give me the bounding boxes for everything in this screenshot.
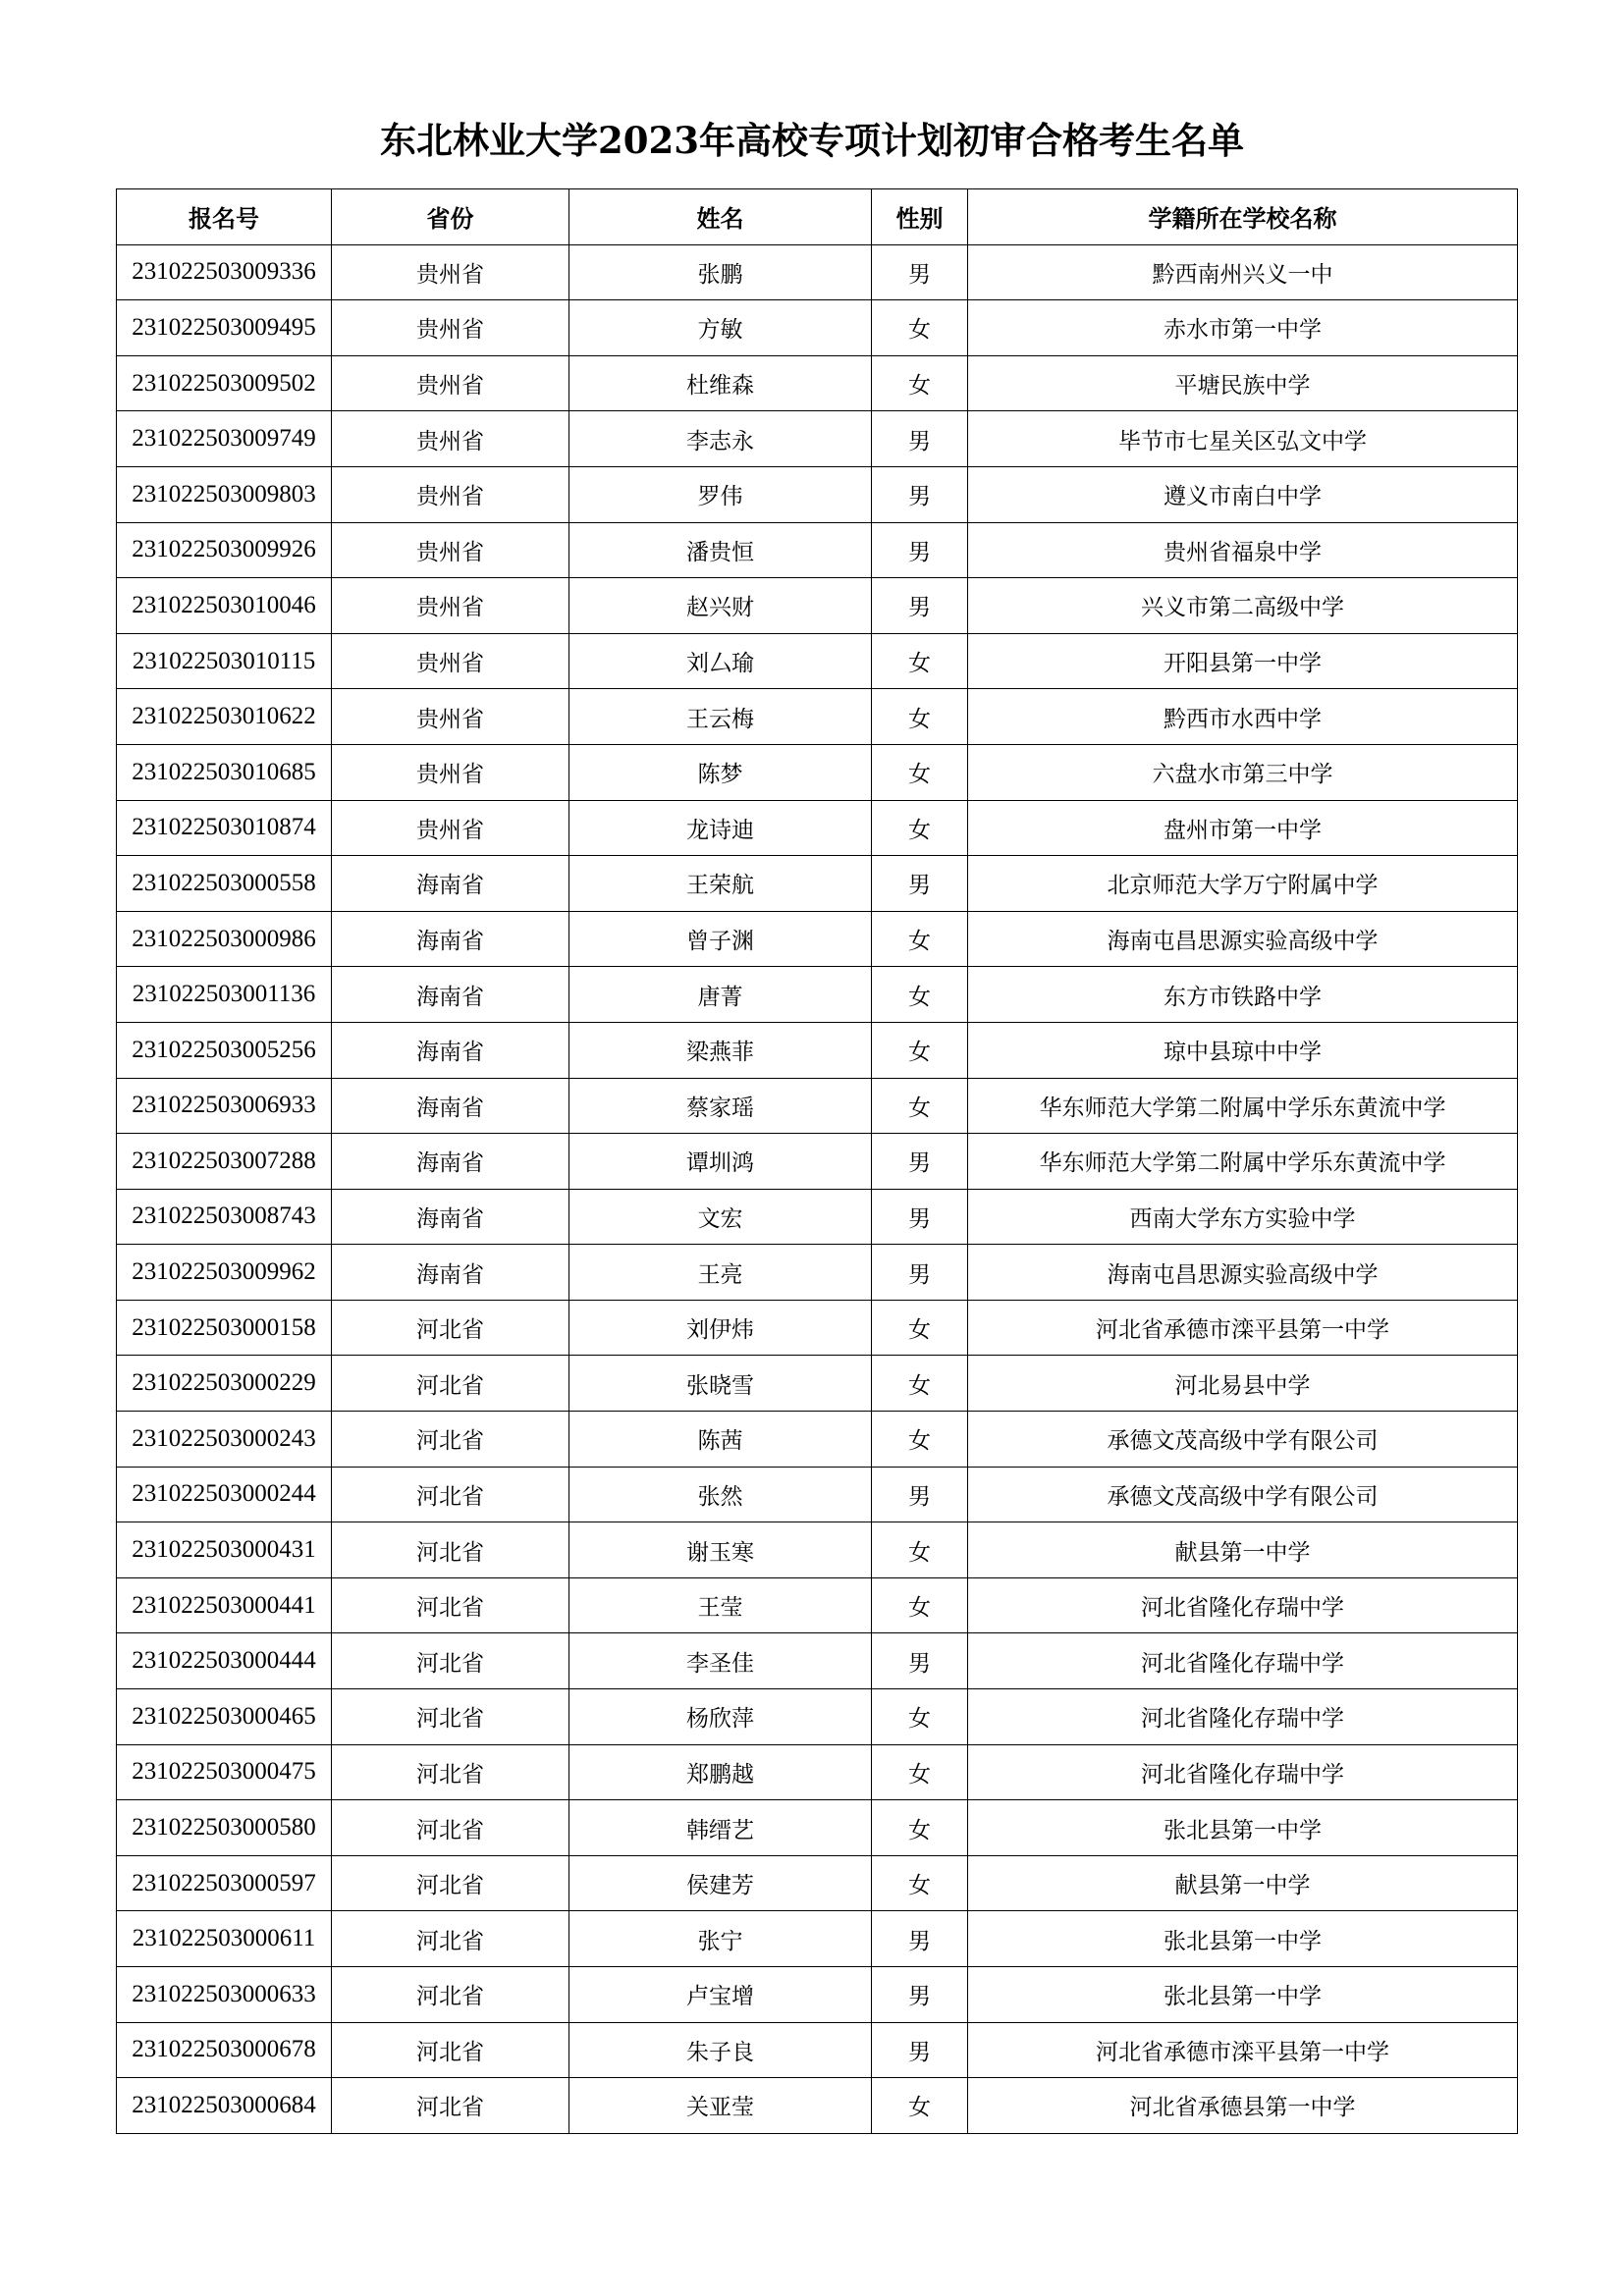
registration-number-cell: 231022503000611 [117,1911,332,1967]
registration-number-cell: 231022503000431 [117,1522,332,1578]
gender-cell: 女 [872,1522,968,1578]
registration-number-cell: 231022503009926 [117,522,332,578]
province-cell: 河北省 [332,1911,569,1967]
table-header-row [117,189,1518,245]
registration-number-cell: 231022503000684 [117,2078,332,2134]
name-cell: 杨欣萍 [569,1689,872,1745]
name-cell: 罗伟 [569,466,872,522]
gender-cell: 女 [872,1412,968,1468]
table-row [117,689,1518,745]
gender-cell: 男 [872,466,968,522]
registration-number-cell: 231022503000633 [117,1967,332,2023]
name-cell: 曾子渊 [569,911,872,967]
school-cell: 西南大学东方实验中学 [968,1189,1518,1245]
table-row [117,1855,1518,1911]
gender-cell: 男 [872,1911,968,1967]
table-body [117,244,1518,2133]
table-row [117,2078,1518,2134]
name-cell: 张鹏 [569,244,872,300]
gender-cell: 女 [872,689,968,745]
gender-cell: 男 [872,1189,968,1245]
name-cell: 王莹 [569,1577,872,1633]
name-cell: 刘伊炜 [569,1300,872,1356]
school-cell: 贵州省福泉中学 [968,522,1518,578]
name-cell: 龙诗迪 [569,800,872,856]
province-cell: 河北省 [332,2022,569,2078]
province-cell: 贵州省 [332,689,569,745]
name-cell: 文宏 [569,1189,872,1245]
province-cell: 河北省 [332,1967,569,2023]
gender-cell: 女 [872,300,968,356]
province-cell: 贵州省 [332,578,569,634]
table-row [117,244,1518,300]
province-cell: 海南省 [332,1245,569,1301]
table-row [117,1744,1518,1800]
table-row [117,522,1518,578]
school-cell: 海南屯昌思源实验高级中学 [968,911,1518,967]
province-cell: 河北省 [332,1633,569,1689]
gender-cell: 女 [872,967,968,1023]
registration-number-cell: 231022503010622 [117,689,332,745]
registration-number-cell: 231022503000580 [117,1800,332,1856]
table-row [117,1189,1518,1245]
name-cell: 李志永 [569,411,872,467]
gender-cell: 男 [872,1633,968,1689]
province-cell: 河北省 [332,1689,569,1745]
province-cell: 河北省 [332,1855,569,1911]
table-row [117,578,1518,634]
province-cell: 海南省 [332,856,569,912]
school-cell: 承德文茂高级中学有限公司 [968,1412,1518,1468]
school-cell: 北京师范大学万宁附属中学 [968,856,1518,912]
school-cell: 河北省承德市滦平县第一中学 [968,2022,1518,2078]
province-cell: 海南省 [332,1134,569,1190]
registration-number-cell: 231022503009749 [117,411,332,467]
registration-number-cell: 231022503000558 [117,856,332,912]
registration-number-cell: 231022503000229 [117,1356,332,1412]
province-cell: 贵州省 [332,744,569,800]
province-cell: 海南省 [332,911,569,967]
registration-number-cell: 231022503001136 [117,967,332,1023]
name-cell: 关亚莹 [569,2078,872,2134]
province-cell: 河北省 [332,1800,569,1856]
registration-number-cell: 231022503000441 [117,1577,332,1633]
school-cell: 赤水市第一中学 [968,300,1518,356]
table-row [117,1911,1518,1967]
name-cell: 王亮 [569,1245,872,1301]
header-registration-number: 报名号 [117,189,332,245]
province-cell: 河北省 [332,1356,569,1412]
table-row [117,633,1518,689]
school-cell: 张北县第一中学 [968,1800,1518,1856]
gender-cell: 女 [872,633,968,689]
registration-number-cell: 231022503010115 [117,633,332,689]
registration-number-cell: 231022503009803 [117,466,332,522]
name-cell: 梁燕菲 [569,1022,872,1078]
name-cell: 谢玉寒 [569,1522,872,1578]
table-row [117,1689,1518,1745]
name-cell: 王云梅 [569,689,872,745]
registration-number-cell: 231022503007288 [117,1134,332,1190]
name-cell: 谭圳鸿 [569,1134,872,1190]
province-cell: 河北省 [332,1300,569,1356]
registration-number-cell: 231022503010046 [117,578,332,634]
school-cell: 承德文茂高级中学有限公司 [968,1467,1518,1522]
gender-cell: 女 [872,1356,968,1412]
table-row [117,800,1518,856]
header-school: 学籍所在学校名称 [968,189,1518,245]
registration-number-cell: 231022503010685 [117,744,332,800]
gender-cell: 男 [872,244,968,300]
registration-number-cell: 231022503000678 [117,2022,332,2078]
table-row [117,1577,1518,1633]
province-cell: 贵州省 [332,522,569,578]
school-cell: 黔西南州兴义一中 [968,244,1518,300]
gender-cell: 男 [872,522,968,578]
school-cell: 华东师范大学第二附属中学乐东黄流中学 [968,1134,1518,1190]
registration-number-cell: 231022503000158 [117,1300,332,1356]
table-row [117,1800,1518,1856]
name-cell: 陈茜 [569,1412,872,1468]
province-cell: 海南省 [332,967,569,1023]
gender-cell: 男 [872,411,968,467]
gender-cell: 男 [872,1467,968,1522]
registration-number-cell: 231022503009336 [117,244,332,300]
province-cell: 贵州省 [332,466,569,522]
registration-number-cell: 231022503000475 [117,1744,332,1800]
name-cell: 赵兴财 [569,578,872,634]
table-row [117,1633,1518,1689]
registration-number-cell: 231022503000465 [117,1689,332,1745]
gender-cell: 男 [872,1245,968,1301]
name-cell: 侯建芳 [569,1855,872,1911]
gender-cell: 女 [872,1300,968,1356]
name-cell: 卢宝增 [569,1967,872,2023]
table-row [117,1245,1518,1301]
province-cell: 河北省 [332,2078,569,2134]
header-province: 省份 [332,189,569,245]
gender-cell: 男 [872,1967,968,2023]
table-row [117,411,1518,467]
name-cell: 张然 [569,1467,872,1522]
school-cell: 河北易县中学 [968,1356,1518,1412]
school-cell: 平塘民族中学 [968,355,1518,411]
table-row [117,355,1518,411]
school-cell: 献县第一中学 [968,1855,1518,1911]
school-cell: 河北省隆化存瑞中学 [968,1689,1518,1745]
candidate-table [116,188,1518,2134]
school-cell: 河北省隆化存瑞中学 [968,1744,1518,1800]
registration-number-cell: 231022503000243 [117,1412,332,1468]
table-row [117,1300,1518,1356]
gender-cell: 女 [872,1689,968,1745]
name-cell: 朱子良 [569,2022,872,2078]
gender-cell: 女 [872,1855,968,1911]
table-row [117,856,1518,912]
registration-number-cell: 231022503000244 [117,1467,332,1522]
gender-cell: 女 [872,1022,968,1078]
gender-cell: 女 [872,2078,968,2134]
gender-cell: 女 [872,800,968,856]
school-cell: 河北省隆化存瑞中学 [968,1577,1518,1633]
gender-cell: 女 [872,744,968,800]
province-cell: 贵州省 [332,244,569,300]
registration-number-cell: 231022503000444 [117,1633,332,1689]
registration-number-cell: 231022503000597 [117,1855,332,1911]
school-cell: 张北县第一中学 [968,1967,1518,2023]
school-cell: 东方市铁路中学 [968,967,1518,1023]
table-row [117,2022,1518,2078]
name-cell: 韩缙艺 [569,1800,872,1856]
province-cell: 海南省 [332,1022,569,1078]
registration-number-cell: 231022503008743 [117,1189,332,1245]
gender-cell: 女 [872,1078,968,1134]
province-cell: 河北省 [332,1744,569,1800]
registration-number-cell: 231022503010874 [117,800,332,856]
gender-cell: 男 [872,578,968,634]
school-cell: 遵义市南白中学 [968,466,1518,522]
school-cell: 兴义市第二高级中学 [968,578,1518,634]
table-row [117,1522,1518,1578]
school-cell: 河北省承德县第一中学 [968,2078,1518,2134]
header-gender: 性别 [872,189,968,245]
table-row [117,1134,1518,1190]
school-cell: 毕节市七星关区弘文中学 [968,411,1518,467]
name-cell: 陈梦 [569,744,872,800]
school-cell: 六盘水市第三中学 [968,744,1518,800]
name-cell: 张晓雪 [569,1356,872,1412]
table-row [117,300,1518,356]
registration-number-cell: 231022503005256 [117,1022,332,1078]
name-cell: 蔡家瑶 [569,1078,872,1134]
name-cell: 张宁 [569,1911,872,1967]
school-cell: 海南屯昌思源实验高级中学 [968,1245,1518,1301]
school-cell: 开阳县第一中学 [968,633,1518,689]
registration-number-cell: 231022503000986 [117,911,332,967]
school-cell: 河北省隆化存瑞中学 [968,1633,1518,1689]
registration-number-cell: 231022503009495 [117,300,332,356]
registration-number-cell: 231022503006933 [117,1078,332,1134]
school-cell: 盘州市第一中学 [968,800,1518,856]
school-cell: 华东师范大学第二附属中学乐东黄流中学 [968,1078,1518,1134]
table-row [117,1078,1518,1134]
school-cell: 河北省承德市滦平县第一中学 [968,1300,1518,1356]
name-cell: 唐菁 [569,967,872,1023]
table-row [117,1022,1518,1078]
table-row [117,744,1518,800]
gender-cell: 女 [872,355,968,411]
name-cell: 李圣佳 [569,1633,872,1689]
gender-cell: 男 [872,2022,968,2078]
registration-number-cell: 231022503009502 [117,355,332,411]
name-cell: 郑鹏越 [569,1744,872,1800]
table-row [117,1467,1518,1522]
school-cell: 献县第一中学 [968,1522,1518,1578]
header-name: 姓名 [569,189,872,245]
gender-cell: 女 [872,911,968,967]
table-row [117,1356,1518,1412]
gender-cell: 女 [872,1800,968,1856]
province-cell: 河北省 [332,1522,569,1578]
name-cell: 刘厶瑜 [569,633,872,689]
school-cell: 张北县第一中学 [968,1911,1518,1967]
page-title: 东北林业大学2023年高校专项计划初审合格考生名单 [380,119,1244,162]
gender-cell: 男 [872,856,968,912]
name-cell: 潘贵恒 [569,522,872,578]
province-cell: 贵州省 [332,411,569,467]
table-row [117,1967,1518,2023]
province-cell: 贵州省 [332,800,569,856]
table-row [117,466,1518,522]
province-cell: 河北省 [332,1577,569,1633]
table-row [117,1412,1518,1468]
table-row [117,911,1518,967]
school-cell: 琼中县琼中中学 [968,1022,1518,1078]
gender-cell: 男 [872,1134,968,1190]
province-cell: 海南省 [332,1078,569,1134]
province-cell: 贵州省 [332,300,569,356]
name-cell: 方敏 [569,300,872,356]
school-cell: 黔西市水西中学 [968,689,1518,745]
gender-cell: 女 [872,1577,968,1633]
registration-number-cell: 231022503009962 [117,1245,332,1301]
gender-cell: 女 [872,1744,968,1800]
name-cell: 王荣航 [569,856,872,912]
table-row [117,967,1518,1023]
province-cell: 贵州省 [332,633,569,689]
province-cell: 海南省 [332,1189,569,1245]
name-cell: 杜维森 [569,355,872,411]
province-cell: 河北省 [332,1467,569,1522]
province-cell: 贵州省 [332,355,569,411]
province-cell: 河北省 [332,1412,569,1468]
